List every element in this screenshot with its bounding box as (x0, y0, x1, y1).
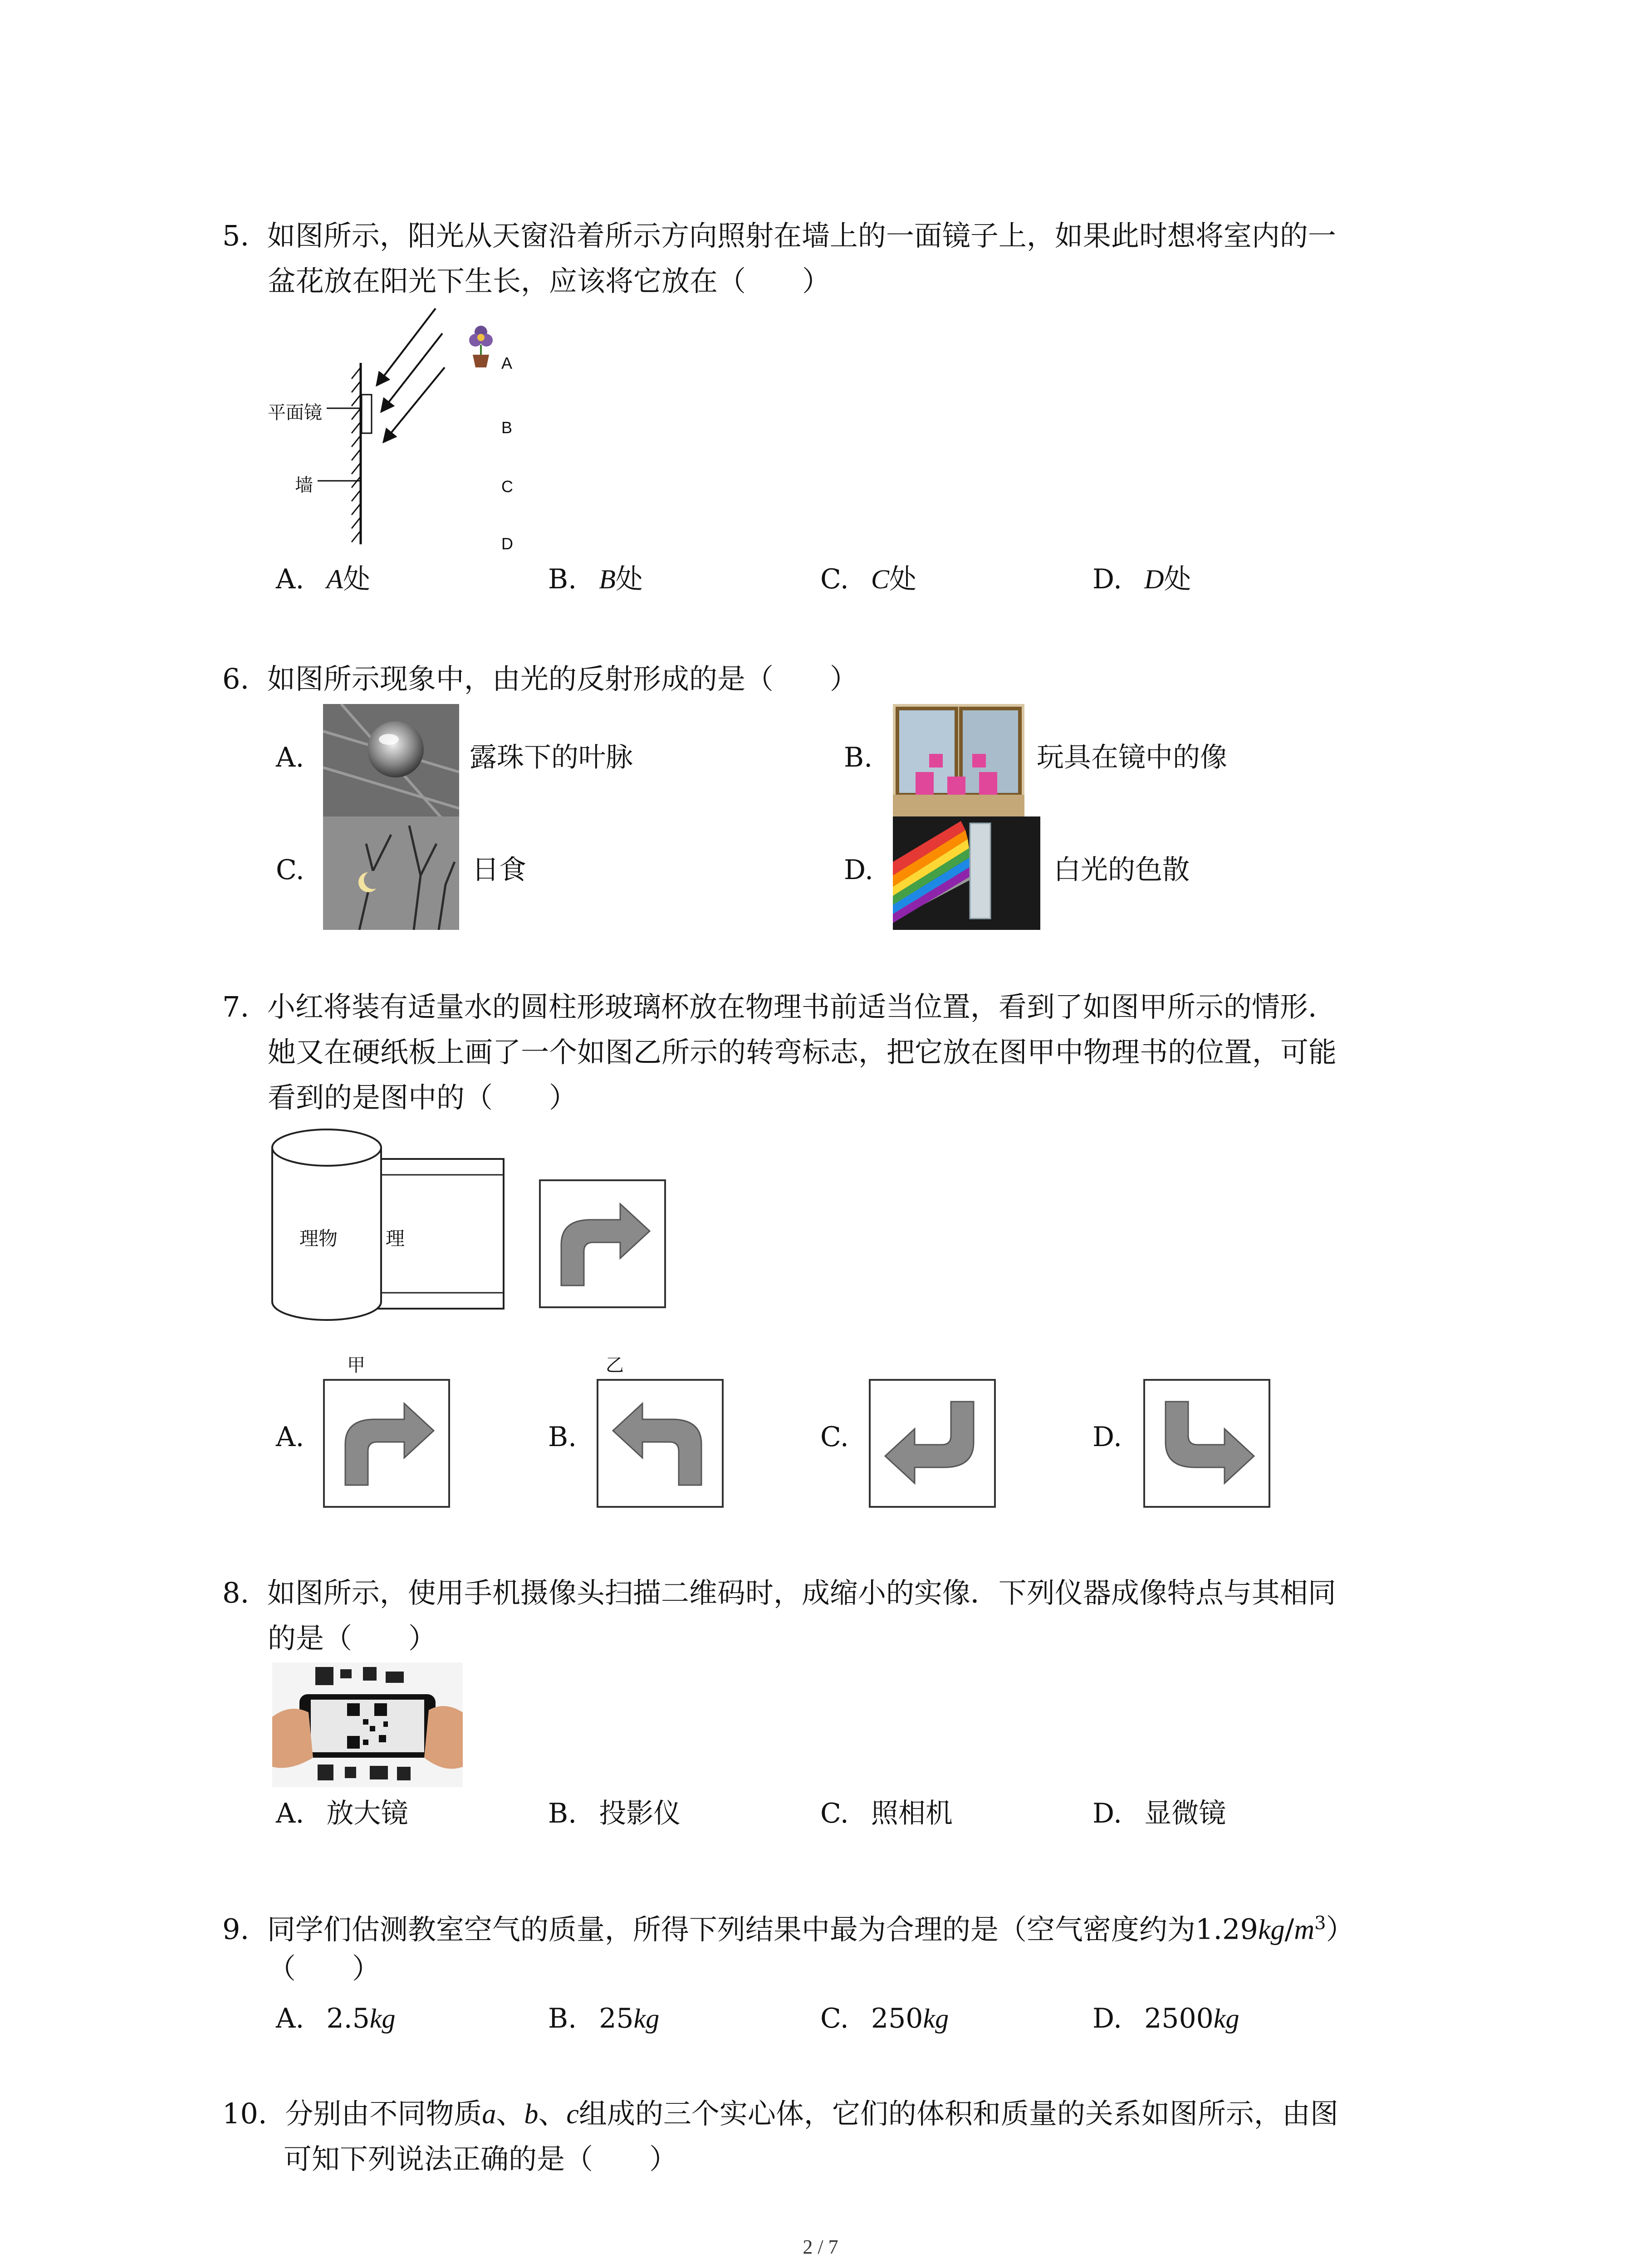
q7-stem-line2: 她又在硬纸板上画了一个如图乙所示的转弯标志，把它放在图甲中物理书的位置，可能 (268, 1036, 1337, 1069)
q7-number: 7. (222, 990, 250, 1023)
point-d: D (501, 534, 513, 553)
label-yi: 乙 (606, 1355, 624, 1375)
point-a: A (501, 354, 513, 372)
point-b: B (501, 418, 513, 437)
q8-option-a[interactable]: A. 放大镜 (276, 1798, 408, 1829)
q7-option-c-letter[interactable]: C. (820, 1421, 849, 1453)
page-number: 2 / 7 (803, 2236, 838, 2258)
label-jia: 甲 (347, 1355, 365, 1375)
q7-stem-line1: 7. 小红将装有适量水的圆柱形玻璃杯放在物理书前适当位置，看到了如图甲所示的情形. (222, 990, 1317, 1023)
q6-option-c-letter[interactable]: C. (276, 854, 304, 886)
q7-stem-line3: 看到的是图中的（ ） (268, 1081, 578, 1114)
toy-mirror-photo (893, 704, 1024, 817)
q5-option-d[interactable]: D. D处 (1092, 563, 1191, 595)
q8-option-b[interactable]: B. 投影仪 (548, 1798, 681, 1829)
q9-stem-line2: （ ） (268, 1952, 381, 1985)
q9-option-a[interactable]: A. 2.5kg (276, 2003, 396, 2034)
q9-option-b[interactable]: B. 25kg (548, 2003, 660, 2034)
q6-option-c-text[interactable]: 日食 (472, 854, 526, 886)
q7-option-c-sign[interactable] (869, 1379, 996, 1508)
point-c: C (501, 477, 513, 496)
q5-number: 5. (222, 219, 250, 252)
q9-number: 9. (222, 1912, 250, 1946)
q6-option-a-letter[interactable]: A. (276, 742, 304, 773)
q6-option-a-text[interactable]: 露珠下的叶脉 (470, 742, 633, 773)
q10-stem-line1: 10. 分别由不同物质a、b、c组成的三个实心体，它们的体积和质量的关系如图所示，由图 (222, 2097, 1338, 2130)
q5-stem-line2: 盆花放在阳光下生长，应该将它放在（ ） (268, 264, 831, 298)
air-density-value: 1.29 (1195, 1912, 1258, 1946)
q7-option-a-letter[interactable]: A. (276, 1421, 304, 1453)
q6-option-b-text[interactable]: 玩具在镜中的像 (1037, 742, 1227, 773)
q10-stem-line2: 可知下列说法正确的是（ ） (284, 2142, 678, 2175)
q6-number: 6. (222, 662, 250, 695)
q5-option-c[interactable]: C. C处 (820, 563, 916, 595)
dewdrop-leaf-photo (323, 704, 459, 817)
q5-stem-line1: 5. 如图所示，阳光从天窗沿着所示方向照射在墙上的一面镜子上，如果此时想将室内的一 (222, 219, 1336, 252)
down-right-arrow-icon (1145, 1381, 1269, 1506)
q7-option-a-sign[interactable] (323, 1379, 450, 1508)
q9-option-c[interactable]: C. 250kg (820, 2003, 949, 2034)
book-text: 理 (386, 1228, 405, 1249)
q7-option-d-letter[interactable]: D. (1092, 1421, 1122, 1453)
q5-option-b[interactable]: B. B处 (548, 563, 643, 595)
cup-text: 理物 (299, 1228, 338, 1249)
q6-stem-line1: 6. 如图所示现象中，由光的反射形成的是（ ） (222, 662, 858, 695)
q6-option-d-text[interactable]: 白光的色散 (1053, 854, 1190, 886)
q7-option-b-sign[interactable] (597, 1379, 724, 1508)
q8-option-d[interactable]: D. 显微镜 (1092, 1798, 1226, 1829)
prism-dispersion-photo (893, 816, 1040, 930)
q10-number: 10. (222, 2097, 267, 2130)
eclipse-photo (323, 816, 459, 930)
q6-option-b-letter[interactable]: B. (844, 742, 873, 773)
turn-sign-yi (539, 1179, 666, 1308)
q8-number: 8. (222, 1576, 250, 1609)
q7-option-d-sign[interactable] (1143, 1379, 1270, 1508)
q9-stem-line1: 9. 同学们估测教室空气的质量，所得下列结果中最为合理的是（空气密度约为$1.29kg/m^3$） (222, 1912, 1354, 1946)
q7-option-b-letter[interactable]: B. (548, 1421, 577, 1453)
q8-stem-line1: 8. 如图所示，使用手机摄像头扫描二维码时，成缩小的实像．下列仪器成像特点与其相同 (222, 1576, 1336, 1609)
down-left-arrow-icon (871, 1381, 994, 1506)
q8-stem-line2: 的是（ ） (268, 1622, 437, 1655)
q9-option-d[interactable]: D. 2500kg (1092, 2003, 1239, 2034)
mirror-label: 平面镜 (268, 403, 322, 423)
q5-option-a[interactable]: A. A处 (276, 563, 371, 595)
q6-option-d-letter[interactable]: D. (844, 854, 874, 886)
turn-right-arrow-icon (541, 1181, 664, 1306)
turn-right-arrow-icon (325, 1381, 448, 1506)
wall-label: 墙 (295, 475, 313, 495)
phone-qr-scan-photo (272, 1662, 463, 1787)
turn-left-arrow-icon (598, 1381, 722, 1506)
q8-option-c[interactable]: C. 照相机 (820, 1798, 953, 1829)
